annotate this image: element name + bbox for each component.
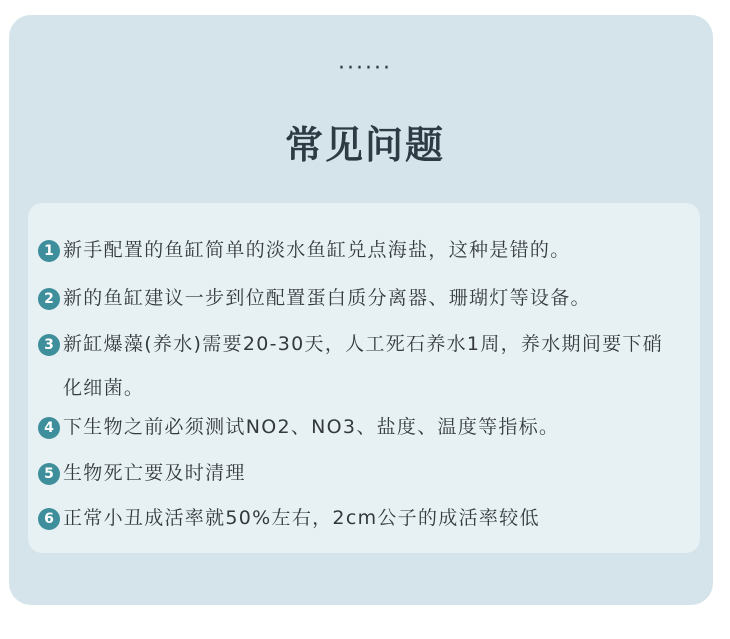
number-badge-5: 5 bbox=[38, 463, 60, 485]
decorative-dots: ······ bbox=[338, 56, 392, 81]
number-badge-4: 4 bbox=[38, 417, 60, 439]
faq-item-3 bbox=[38, 330, 673, 410]
faq-item-4 bbox=[38, 413, 559, 441]
faq-text-6: 正常小丑成活率就50%左右，2cm公子的成活率较低 bbox=[63, 507, 540, 529]
number-badge-1: 1 bbox=[38, 240, 60, 262]
faq-item-1 bbox=[38, 236, 571, 264]
faq-item-5 bbox=[38, 459, 246, 487]
faq-item-6 bbox=[38, 504, 540, 532]
faq-item-2 bbox=[38, 284, 591, 312]
faq-text-4: 下生物之前必须测试NO2、NO3、盐度、温度等指标。 bbox=[63, 416, 560, 438]
number-badge-3: 3 bbox=[38, 334, 60, 356]
number-badge-2: 2 bbox=[38, 288, 60, 310]
number-badge-6: 6 bbox=[38, 508, 60, 530]
page-title: 常见问题 bbox=[284, 123, 445, 167]
faq-text-2: 新的鱼缸建议一步到位配置蛋白质分离器、珊瑚灯等设备。 bbox=[63, 287, 591, 309]
faq-text-3: 新缸爆藻(养水)需要20-30天，人工死石养水1周，养水期间要下硝化细菌。 bbox=[63, 333, 664, 399]
faq-text-5: 生物死亡要及时清理 bbox=[63, 462, 246, 484]
faq-text-1: 新手配置的鱼缸简单的淡水鱼缸兑点海盐，这种是错的。 bbox=[63, 239, 571, 261]
